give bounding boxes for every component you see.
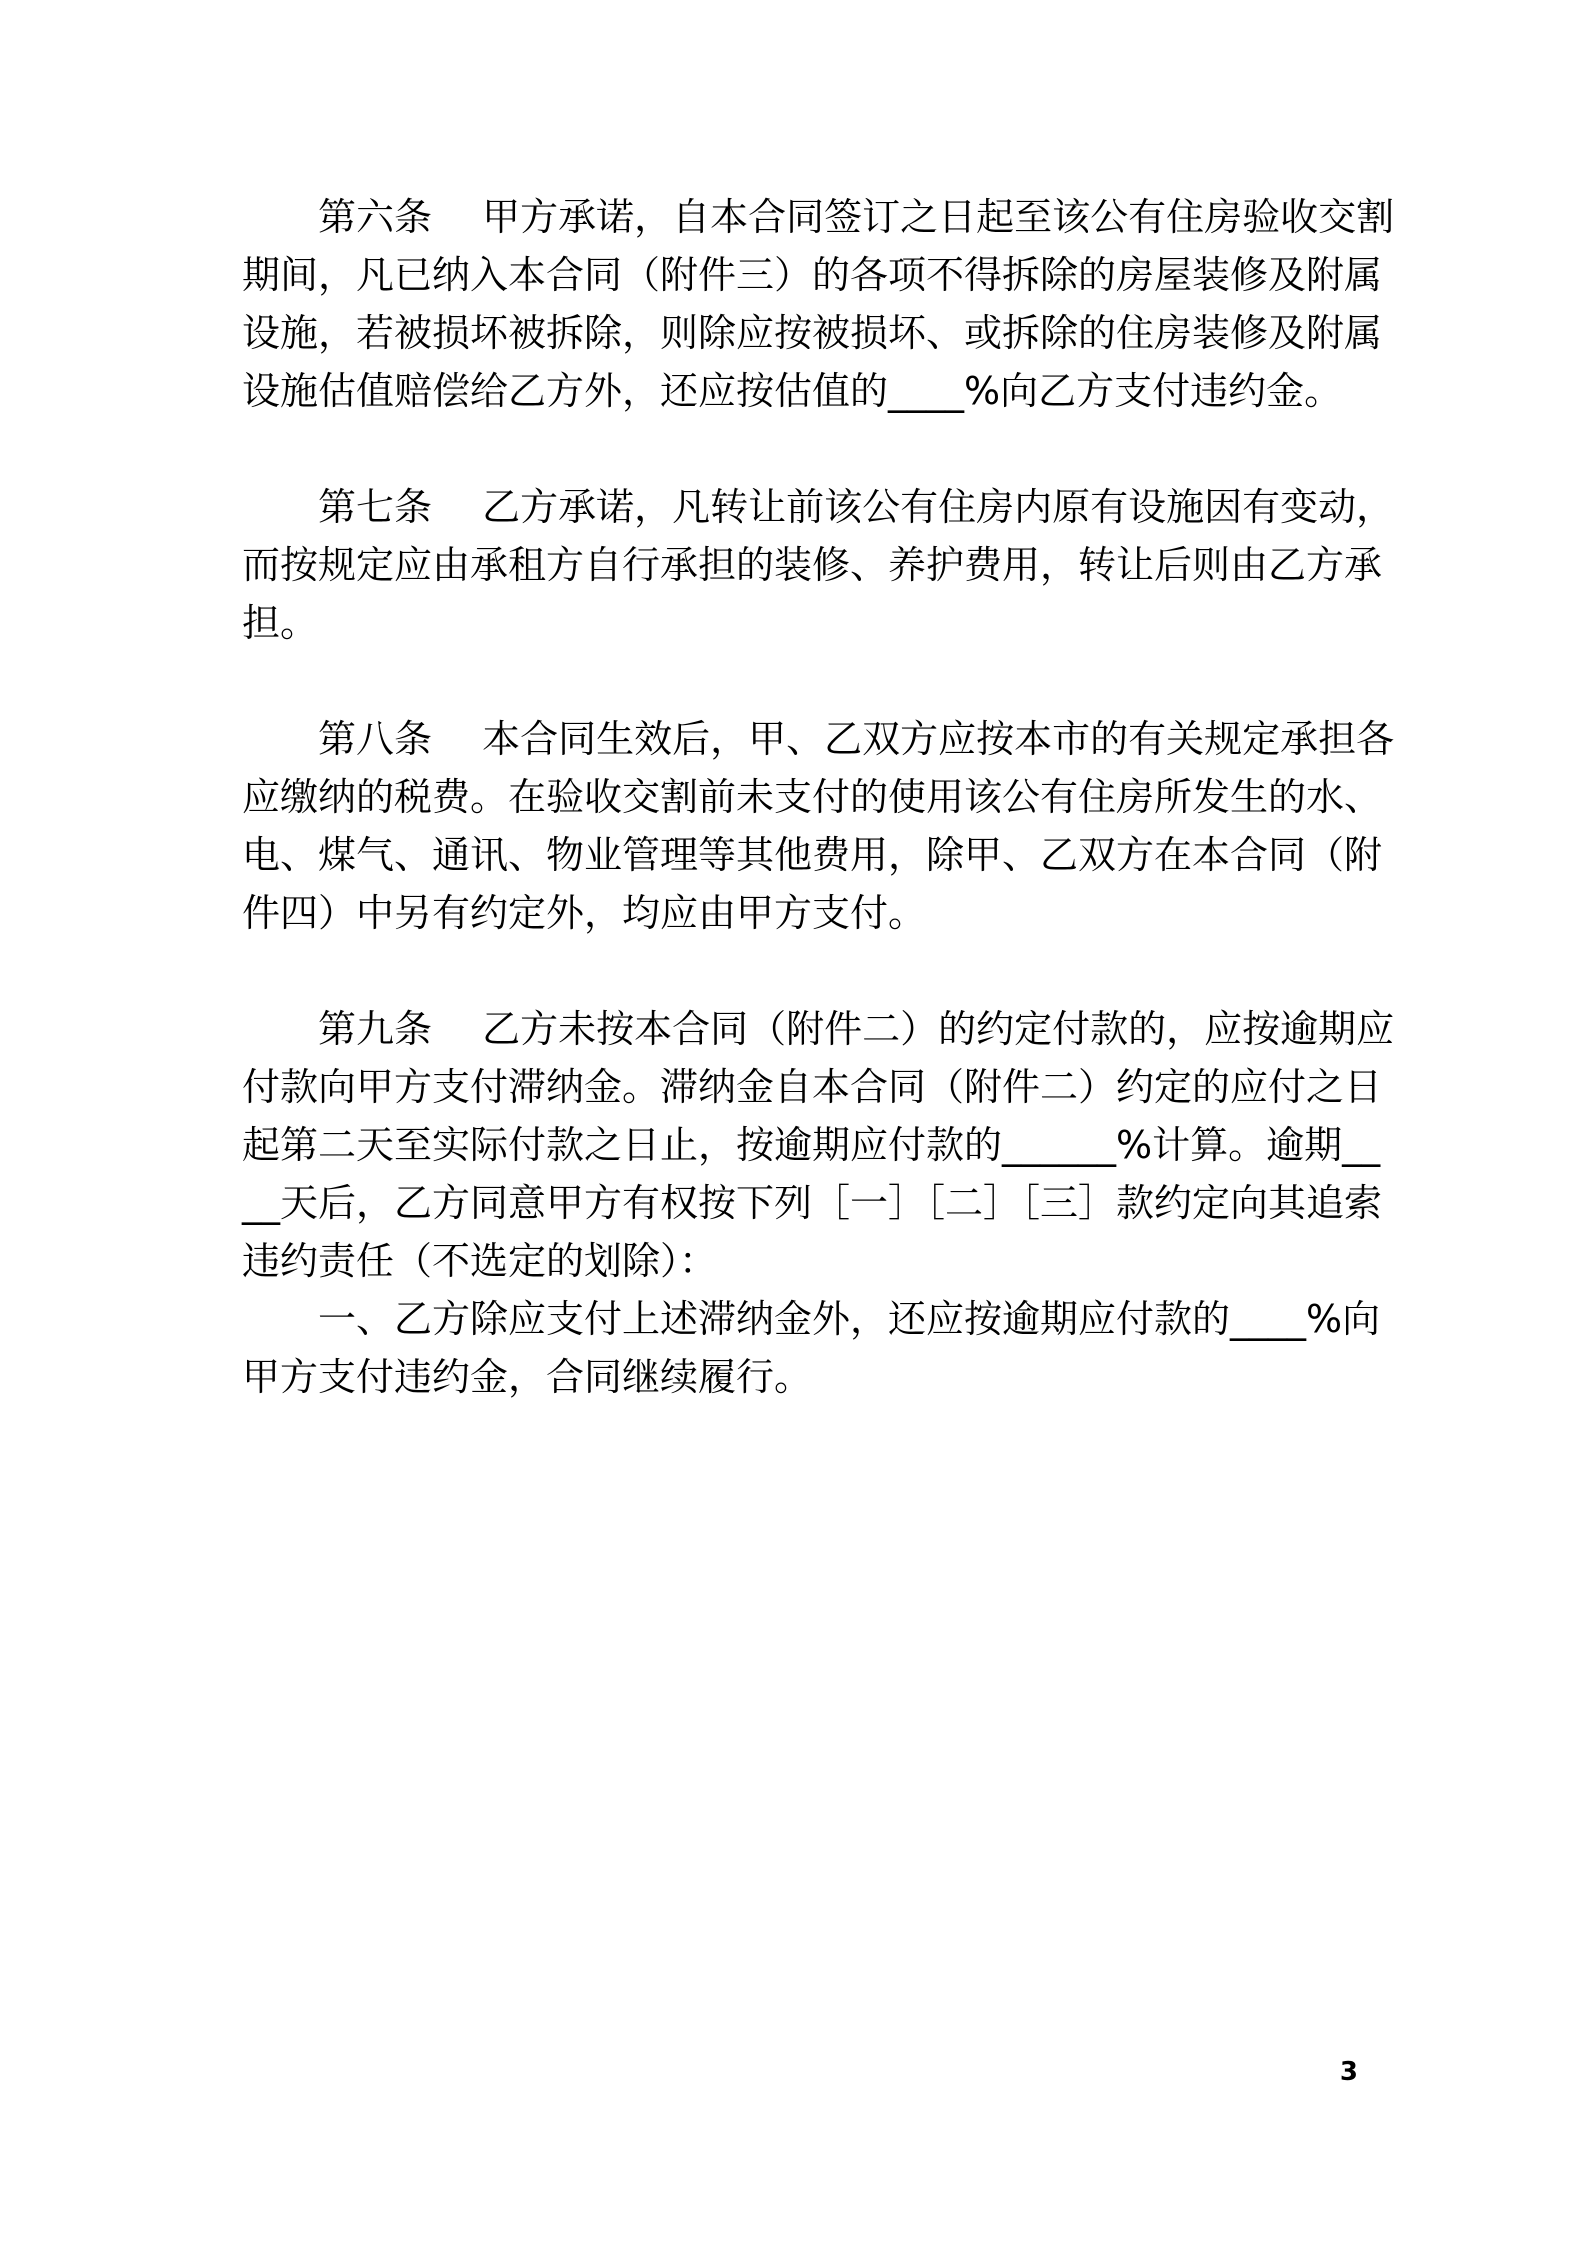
article-9-line-4: __天后，乙方同意甲方有权按下列［一］［二］［三］款约定向其追索 [242,1181,1383,1225]
article-9-line-2: 付款向甲方支付滞纳金。滞纳金自本合同（附件二）约定的应付之日 [242,1065,1383,1109]
article-8-line-2: 应缴纳的税费。在验收交割前未支付的使用该公有住房所发生的水、 [242,775,1383,819]
article-8-line-1: 第八条 本合同生效后，甲、乙双方应按本市的有关规定承担各 [318,717,1395,761]
article-7-line-3: 担。 [242,601,319,645]
article-9-line-3: 起第二天至实际付款之日止，按逾期应付款的______%计算。逾期__ [242,1123,1381,1167]
article-6-line-3: 设施，若被损坏被拆除，则除应按被损坏、或拆除的住房装修及附属 [242,311,1383,355]
article-8-line-4: 件四）中另有约定外，均应由甲方支付。 [242,891,927,935]
article-7-line-1: 第七条 乙方承诺，凡转让前该公有住房内原有设施因有变动， [318,485,1395,529]
article-9-clause-1-line-1: 一、乙方除应支付上述滞纳金外，还应按逾期应付款的____%向 [318,1297,1381,1341]
article-6-line-2: 期间，凡已纳入本合同（附件三）的各项不得拆除的房屋装修及附属 [242,253,1383,297]
article-8-line-3: 电、煤气、通讯、物业管理等其他费用，除甲、乙双方在本合同（附 [242,833,1383,877]
article-6-line-1: 第六条 甲方承诺，自本合同签订之日起至该公有住房验收交割 [318,195,1395,239]
article-9-line-5: 违约责任（不选定的划除）： [242,1239,718,1283]
article-9-clause-1-line-2: 甲方支付违约金，合同继续履行。 [242,1355,813,1399]
article-7-line-2: 而按规定应由承租方自行承担的装修、养护费用，转让后则由乙方承 [242,543,1383,587]
page-number: 3 [1339,2057,1358,2087]
article-6-line-4: 设施估值赔偿给乙方外，还应按估值的____%向乙方支付违约金。 [242,369,1343,413]
article-9-line-1: 第九条 乙方未按本合同（附件二）的约定付款的，应按逾期应 [318,1007,1395,1051]
